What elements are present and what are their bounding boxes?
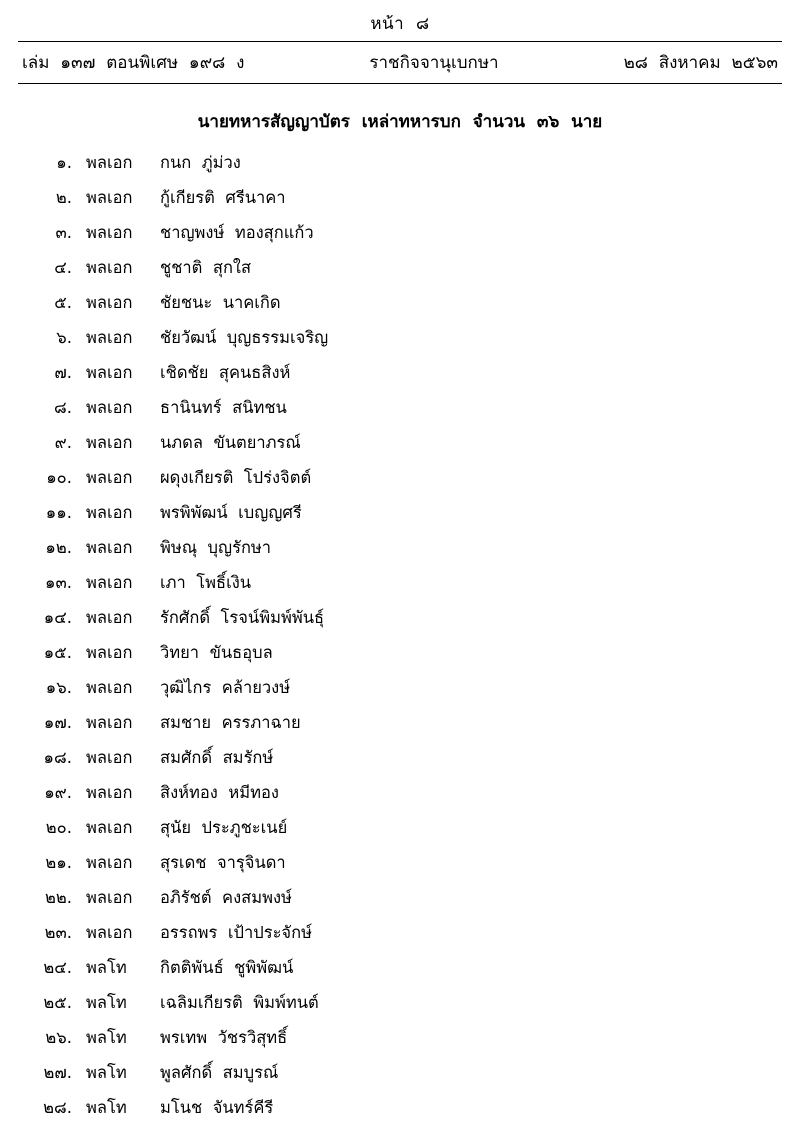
list-item [0,1055,800,1090]
list-item-rank: พลเอก [86,468,133,487]
list-item-rank: พลเอก [86,503,133,522]
list-item-number: ๑๑. [45,503,72,522]
list-item [0,530,800,565]
list-item-number: ๘. [54,398,72,417]
list-item-rank: พลโท [86,993,127,1012]
header-divider-top [18,41,782,42]
list-item [0,1090,800,1125]
list-item-rank: พลเอก [86,328,133,347]
list-item [0,460,800,495]
list-item-rank: พลเอก [86,363,133,382]
list-item-number: ๑๙. [44,783,72,802]
list-item [0,740,800,775]
list-item [0,635,800,670]
list-item-number: ๒๐. [45,818,72,837]
list-item-rank: พลเอก [86,153,133,172]
list-item-number: ๙. [54,433,72,452]
list-item [0,915,800,950]
list-item-name: นภดล ขันตยาภรณ์ [160,433,301,452]
list-item [0,845,800,880]
list-item [0,355,800,390]
list-item-rank: พลเอก [86,188,133,207]
list-item-number: ๒๒. [45,888,72,907]
list-item [0,985,800,1020]
list-item-number: ๒๓. [44,923,72,942]
list-item [0,670,800,705]
name-list [0,145,800,1125]
list-item-rank: พลโท [86,958,127,977]
list-item-number: ๔. [54,258,72,277]
list-item-name: กิตติพันธ์ ชูพิพัฒน์ [160,958,294,977]
list-item-name: พรพิพัฒน์ เบญญศรี [160,503,302,522]
list-item [0,600,800,635]
list-item-name: อภิรัชต์ คงสมพงษ์ [160,888,292,907]
list-item-rank: พลเอก [86,923,133,942]
list-item-number: ๑๘. [43,748,72,767]
list-item-rank: พลโท [86,1063,127,1082]
header-date: ๒๘ สิงหาคม ๒๕๖๓ [623,53,778,73]
list-item-number: ๕. [54,293,72,312]
list-item-name: กู้เกียรติ ศรีนาคา [160,188,286,207]
list-item-rank: พลโท [86,1028,127,1047]
list-item-number: ๑๕. [43,643,72,662]
list-item-rank: พลเอก [86,223,133,242]
list-item-name: พิษณุ บุญรักษา [160,538,272,557]
page-title: นายทหารสัญญาบัตร เหล่าทหารบก จำนวน ๓๖ นาย [197,112,603,132]
list-item-name: ชัยวัฒน์ บุญธรรมเจริญ [160,328,329,347]
list-item [0,495,800,530]
list-item-name: ผดุงเกียรติ โปร่งจิตต์ [160,468,312,487]
list-item [0,565,800,600]
list-item-rank: พลเอก [86,538,133,557]
list-item-name: มโนช จันทร์คีรี [160,1098,274,1117]
list-item-name: สุนัย ประภูชะเนย์ [160,818,288,837]
list-item-number: ๑๔. [43,608,72,627]
list-item-name: พรเทพ วัชรวิสุทธิ์ [160,1028,288,1047]
list-item-number: ๗. [54,363,72,382]
list-item [0,705,800,740]
list-item-name: รักศักดิ์ โรจน์พิมพ์พันธุ์ [160,608,325,627]
list-item [0,775,800,810]
list-item-number: ๒๔. [43,958,72,977]
list-item-name: สมศักดิ์ สมรักษ์ [160,748,274,767]
list-item [0,810,800,845]
list-item-name: วิทยา ขันธอุบล [160,643,273,662]
list-item [0,880,800,915]
header-volume: เล่ม ๑๓๗ ตอนพิเศษ ๑๙๘ ง [22,53,245,73]
list-item-name: เฉลิมเกียรติ พิมพ์ทนต์ [160,993,319,1012]
list-item-number: ๓. [55,223,72,242]
list-item-rank: พลโท [86,1098,127,1117]
list-item-rank: พลเอก [86,258,133,277]
list-item [0,250,800,285]
list-item-number: ๒. [55,188,72,207]
list-item-name: เภา โพธิ์เงิน [160,573,252,592]
list-item-number: ๒๘. [43,1098,72,1117]
list-item-rank: พลเอก [86,853,133,872]
list-item-number: ๑๓. [45,573,72,592]
list-item-rank: พลเอก [86,713,133,732]
list-item-name: เชิดชัย สุคนธสิงห์ [160,363,291,382]
header-divider-bottom [18,83,782,84]
list-item-rank: พลเอก [86,573,133,592]
list-item [0,425,800,460]
list-item-rank: พลเอก [86,398,133,417]
page-header [0,0,800,84]
list-item [0,950,800,985]
list-item-rank: พลเอก [86,608,133,627]
page-number: หน้า ๘ [370,14,430,34]
list-item-rank: พลเอก [86,818,133,837]
list-item-rank: พลเอก [86,433,133,452]
list-item [0,1020,800,1055]
list-item-name: อรรถพร เป้าประจักษ์ [160,923,312,942]
list-item-name: ธานินทร์ สนิทชน [160,398,287,417]
list-item-name: สมชาย ครรภาฉาย [160,713,301,732]
list-item-name: สิงห์ทอง หมีทอง [160,783,279,802]
list-item-rank: พลเอก [86,293,133,312]
list-item-name: วุฒิไกร คล้ายวงษ์ [160,678,291,697]
list-item-number: ๒๖. [45,1028,72,1047]
list-item-number: ๑๐. [46,468,72,487]
list-item-number: ๑. [56,153,72,172]
list-item-name: ชูชาติ สุกใส [160,258,252,277]
list-item-rank: พลเอก [86,783,133,802]
list-item-number: ๒๗. [43,1063,72,1082]
list-item-number: ๒๕. [43,993,72,1012]
list-item-rank: พลเอก [86,678,133,697]
list-item-name: พูลศักดิ์ สมบูรณ์ [160,1063,279,1082]
list-item [0,390,800,425]
list-item [0,320,800,355]
list-item-name: ชัยชนะ นาคเกิด [160,293,281,312]
list-item-name: ชาญพงษ์ ทองสุกแก้ว [160,223,314,242]
list-item [0,215,800,250]
list-item-rank: พลเอก [86,643,133,662]
list-item-rank: พลเอก [86,888,133,907]
list-item-number: ๑๖. [45,678,72,697]
header-line [0,45,800,80]
list-item-number: ๑๒. [45,538,72,557]
header-gazette-title: ราชกิจจานุเบกษา [369,53,499,73]
list-item-number: ๖. [56,328,72,347]
list-item [0,180,800,215]
list-item-number: ๑๗. [43,713,72,732]
list-item [0,145,800,180]
list-item [0,285,800,320]
list-item-rank: พลเอก [86,748,133,767]
list-item-name: กนก ภู่ม่วง [160,153,241,172]
list-item-number: ๒๑. [45,853,72,872]
list-item-name: สุรเดช จารุจินดา [160,853,286,872]
